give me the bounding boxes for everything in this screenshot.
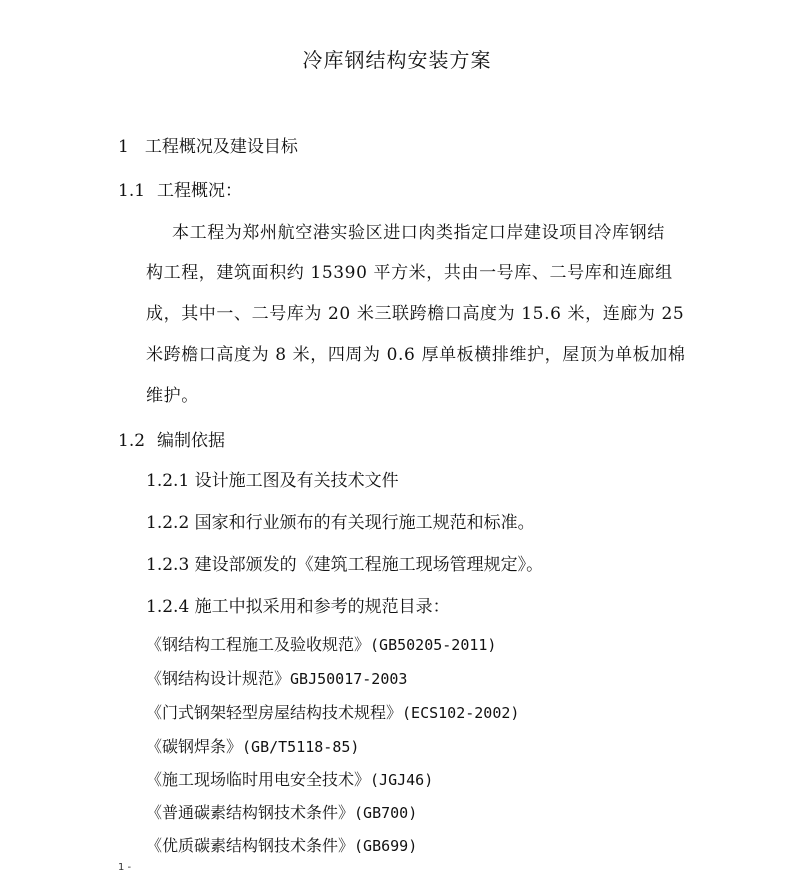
reference-name: 《普通碳素结构钢技术条件》: [146, 803, 355, 822]
section-1-heading: [118, 132, 298, 157]
reference-item: [146, 800, 417, 823]
overview-line-3: 成，其中一、二号库为 20 米三联跨檐口高度为 15.6 米，连廊为 25: [146, 304, 685, 324]
reference-name: 《优质碳素结构钢技术条件》: [146, 836, 355, 855]
document-title: 冷库钢结构安装方案: [302, 48, 492, 72]
overview-line-2: 构工程，建筑面积约 15390 平方米，共由一号库、二号库和连廊组: [146, 263, 673, 283]
section-1-1-heading: [118, 176, 242, 201]
reference-name: 《钢结构设计规范》: [146, 669, 291, 688]
section-1-title: 工程概况及建设目标: [144, 137, 298, 157]
reference-name: 《门式钢架轻型房屋结构技术规程》: [146, 703, 403, 722]
section-1-1-title: 工程概况：: [157, 181, 243, 201]
reference-code: (GB700): [354, 804, 418, 822]
basis-item-1-2-4: 1.2.4 施工中拟采用和参考的规范目录：: [146, 597, 450, 617]
overview-line-1: 本工程为郑州航空港实验区进口肉类指定口岸建设项目冷库钢结: [172, 223, 665, 243]
reference-item: [146, 767, 433, 790]
reference-code: (GB50205-2011): [370, 636, 497, 654]
section-1-2-title: 编制依据: [157, 431, 226, 451]
reference-code: (JGJ46): [370, 771, 434, 789]
reference-item: [146, 734, 359, 757]
reference-code: GBJ50017-2003: [290, 670, 408, 688]
section-1-1-number: 1.1: [118, 181, 146, 201]
reference-name: 《钢结构工程施工及验收规范》: [146, 635, 371, 654]
reference-code: (ECS102-2002): [402, 704, 520, 722]
reference-item: [146, 632, 496, 655]
section-1-2-heading: [118, 426, 225, 451]
page-number-footer: 1 -: [118, 862, 132, 873]
reference-item: [146, 666, 407, 689]
reference-code: (GB/T5118-85): [242, 738, 360, 756]
reference-name: 《碳钢焊条》: [146, 737, 243, 756]
reference-item: [146, 833, 417, 856]
reference-code: (GB699): [354, 837, 418, 855]
reference-name: 《施工现场临时用电安全技术》: [146, 770, 371, 789]
overview-line-5: 维护。: [146, 386, 199, 406]
section-1-2-number: 1.2: [118, 431, 146, 451]
section-1-number: 1: [118, 137, 129, 157]
overview-line-4: 米跨檐口高度为 8 米，四周为 0.6 厚单板横排维护，屋顶为单板加棉: [146, 345, 686, 365]
basis-item-1-2-1: 1.2.1 设计施工图及有关技术文件: [146, 471, 399, 491]
reference-item: [146, 700, 519, 723]
basis-item-1-2-3: 1.2.3 建设部颁发的《建筑工程施工现场管理规定》。: [146, 555, 544, 575]
basis-item-1-2-2: 1.2.2 国家和行业颁布的有关现行施工规范和标准。: [146, 513, 535, 533]
